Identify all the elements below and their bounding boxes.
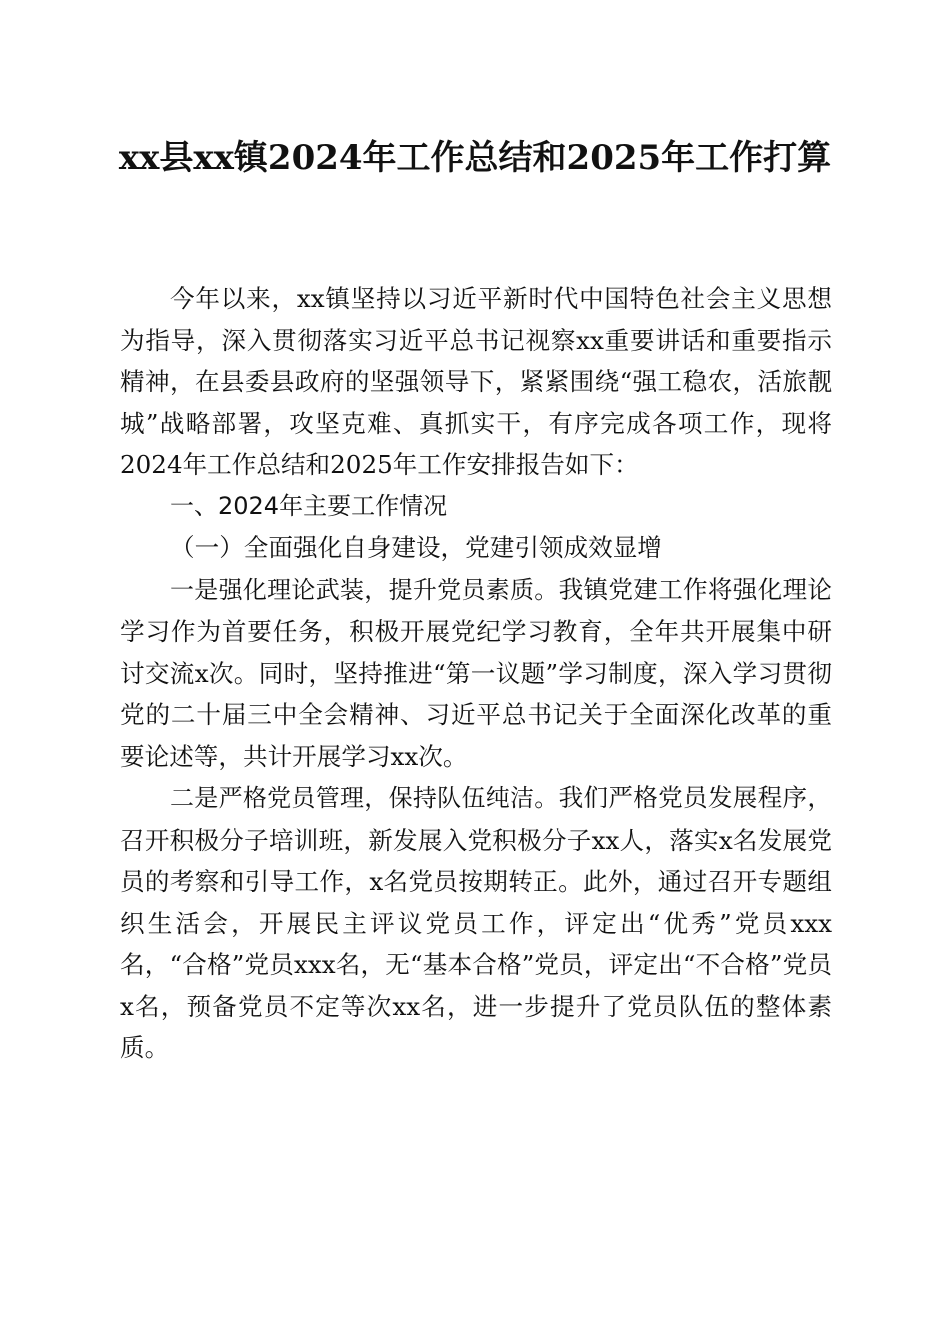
document-body — [120, 278, 832, 1069]
point-paragraph-1 — [120, 569, 832, 778]
point-1-lead: 一是强化理论武装，提升党员素质。 — [170, 575, 559, 604]
point-2-lead: 二是严格党员管理，保持队伍纯洁。 — [170, 784, 559, 812]
point-1-text: 我镇党建工作将强化理论学习作为首要任务，积极开展党纪学习教育，全年共开展集中研讨交流x次。同时，坚持推进“第一议题”学习制度，深入学习贯彻党的二十届三中全会精神、习近平总书记关于全面深化改革的重要论述等，共计开展学习xx次。 — [120, 574, 832, 771]
point-paragraph-2 — [120, 777, 832, 1069]
subsection-heading: （一）全面强化自身建设，党建引领成效显增 — [170, 533, 662, 562]
document-title: xx县xx镇2024年工作总结和2025年工作打算 — [118, 138, 832, 178]
section-heading: 一、2024年主要工作情况 — [170, 491, 448, 520]
point-2-text: 我们严格党员发展程序，召开积极分子培训班，新发展入党积极分子xx人，落实x名发展党员的考察和引导工作，x名党员按期转正。此外，通过召开专题组织生活会，开展民主评议党员工作，评定出“优秀”党员xxx名，“合格”党员xxx名，无“基本合格”党员，评定出“不合格”党员x名，预备党员不定等次xx名，进一步提升了党员队伍的整体素质。 — [120, 783, 832, 1062]
intro-paragraph: 今年以来，xx镇坚持以习近平新时代中国特色社会主义思想为指导，深入贯彻落实习近平总书记视察xx重要讲话和重要指示精神，在县委县政府的坚强领导下，紧紧围绕“强工稳农，活旅靓城”战略部署，攻坚克难、真抓实干，有序完成各项工作，现将2024年工作总结和2025年工作安排报告如下： — [120, 284, 832, 479]
